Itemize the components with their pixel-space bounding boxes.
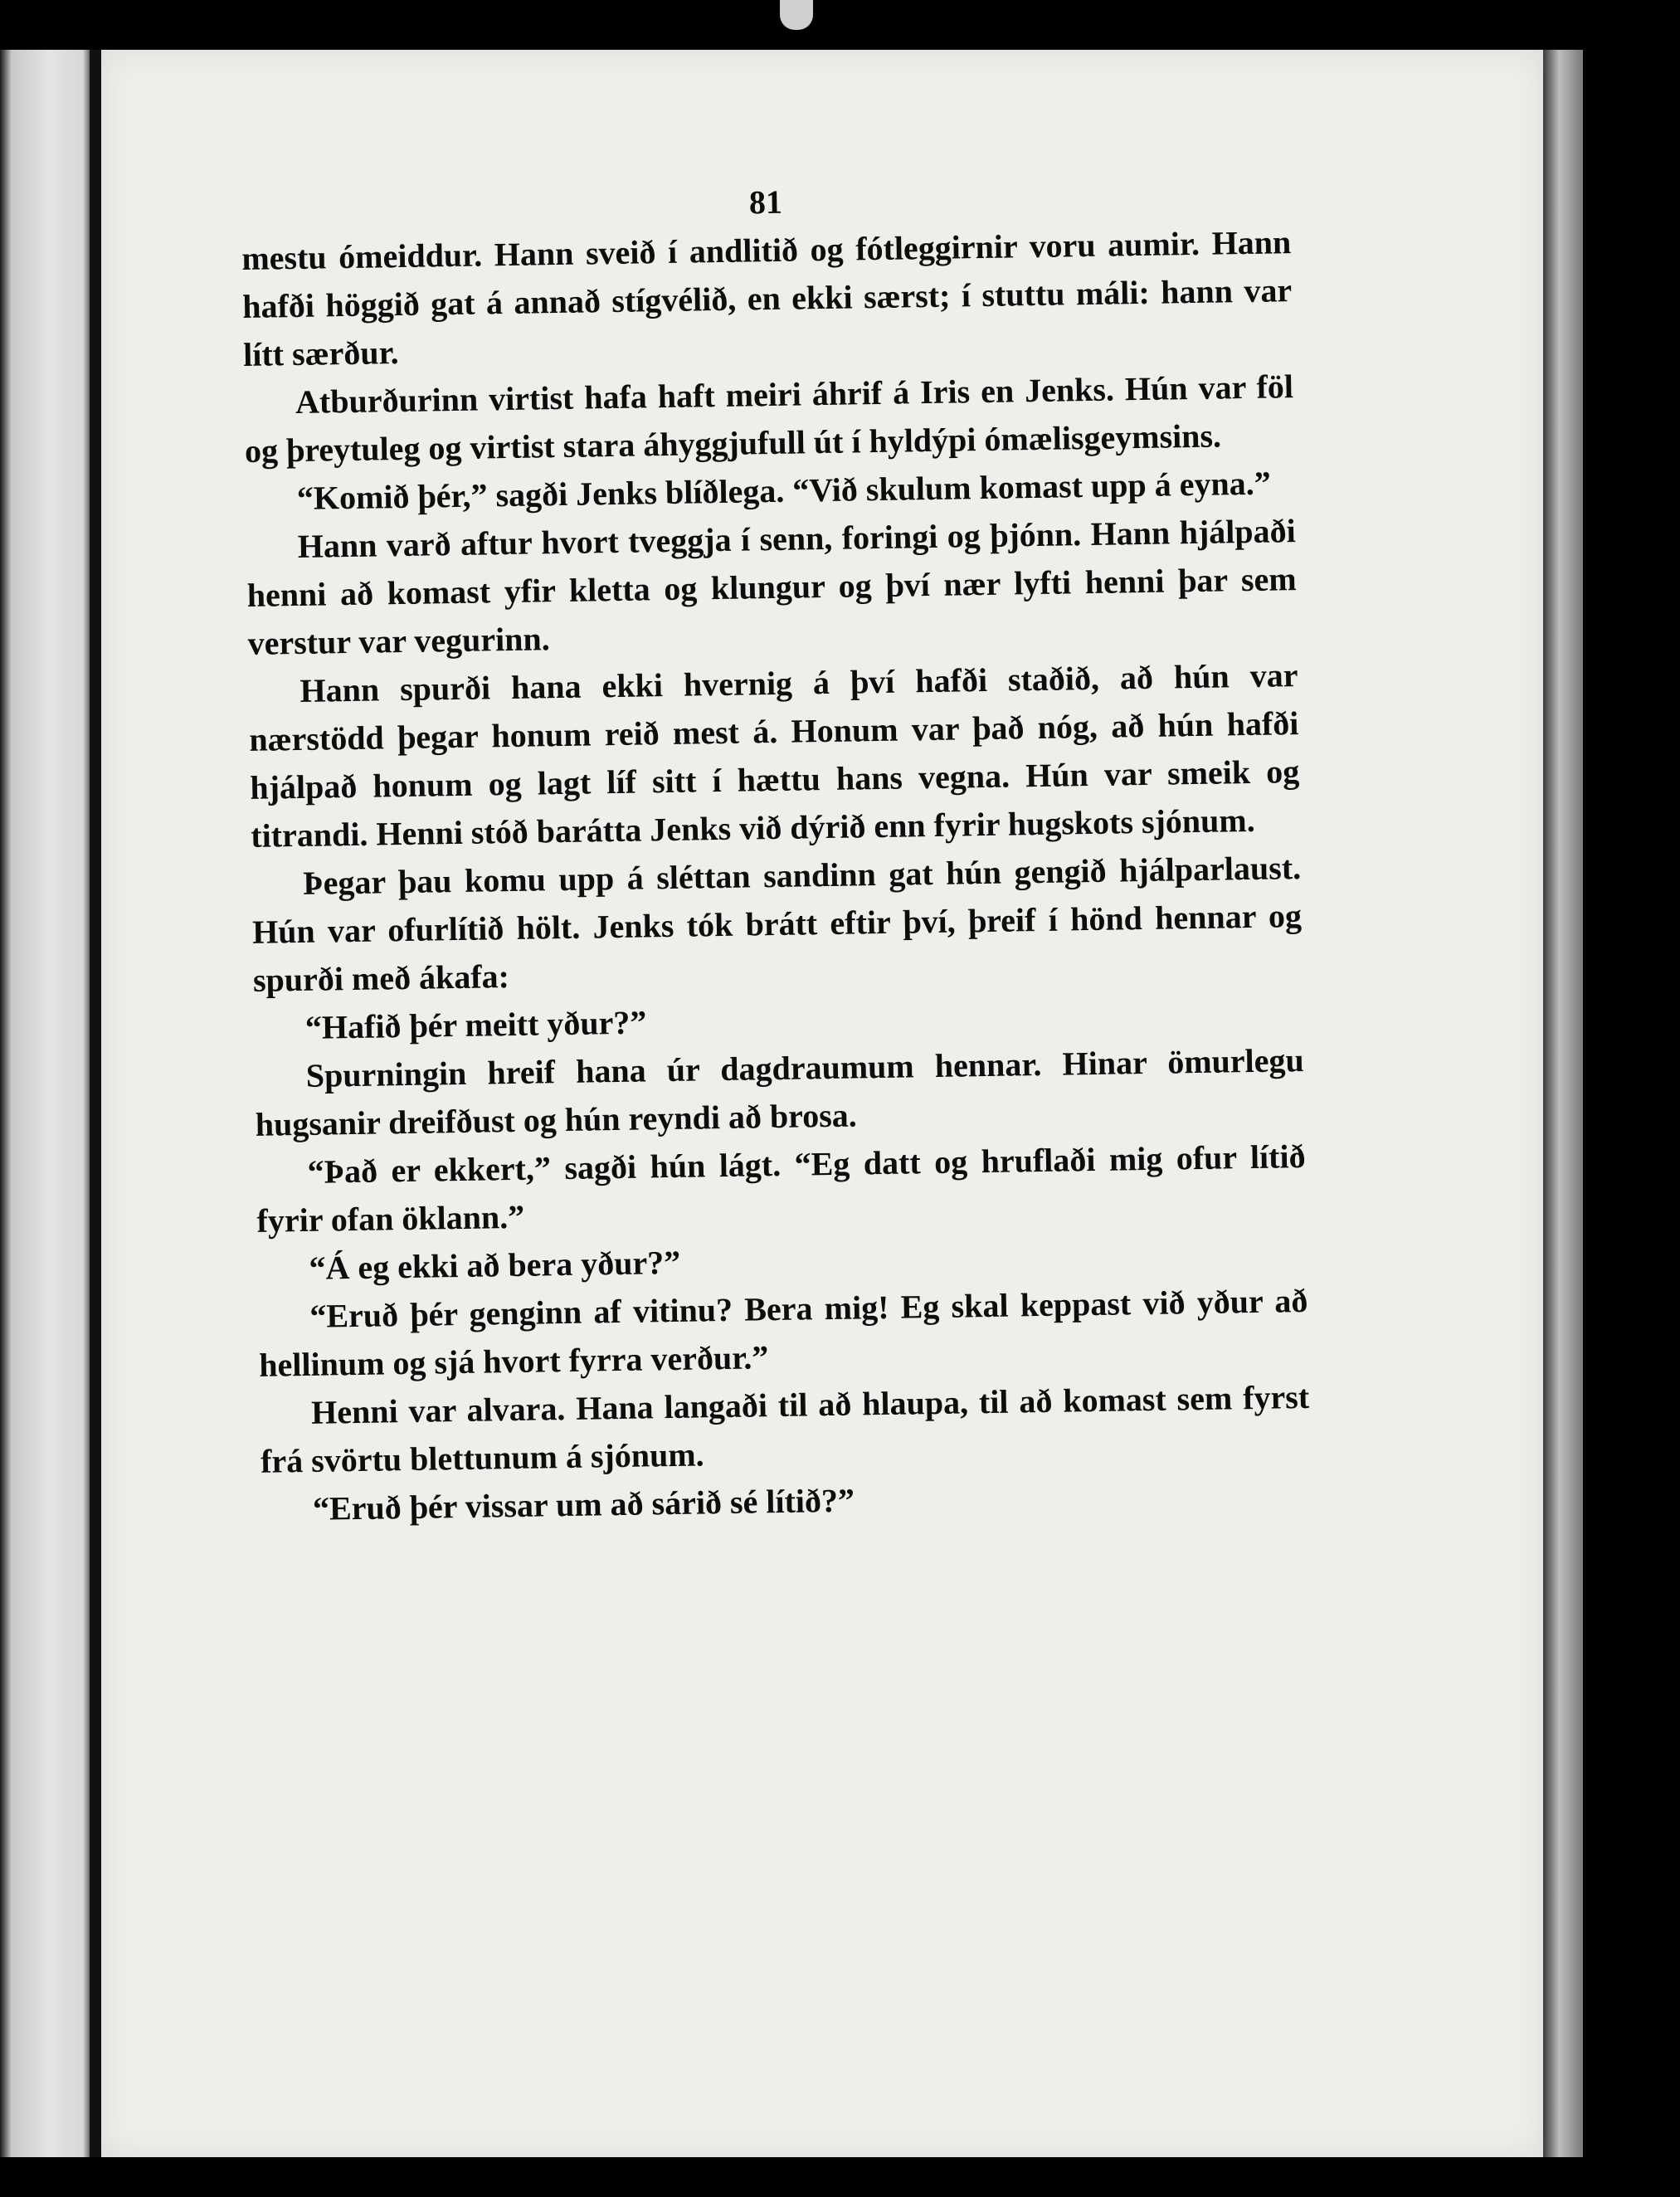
paragraph-9: “Það er ekkert,” sagði hún lágt. “Eg datt og hruflaði mig ofur lítið fyrir ofan öklann.”	[256, 1137, 1306, 1240]
paragraph-1: mestu ómeiddur. Hann sveið í andlitið og fótleggirnir voru aumir. Hann hafði höggið gat á annað stígvélið, en ekki særst; í stuttu máli: hann var lítt særður.	[241, 223, 1293, 373]
book-gutter	[90, 50, 101, 2157]
paragraph-5: Hann spurði hana ekki hvernig á því hafði staðið, að hún var nærstödd þegar honum reið mest á. Honum var það nóg, að hún hafði hjálpað honum og lagt líf sitt í hættu hans vegna. Hún var smeik og titrandi. Henni stóð barátta Jenks við dýrið enn fyrir hugskots sjónum.	[249, 656, 1300, 855]
paragraph-7: “Hafið þér meitt yður?”	[304, 1003, 647, 1046]
page-stack-edge	[1543, 50, 1583, 2157]
paragraph-8: Spurningin hreif hana úr dagdraumum hennar. Hinar ömurlegu hugsanir dreifðust og hún reyndi að brosa.	[255, 1041, 1305, 1143]
page-number: 81	[748, 183, 783, 222]
previous-page-edge	[0, 50, 90, 2157]
paragraph-2: Atburðurinn virtist hafa haft meiri áhrif á Iris en Jenks. Hún var föl og þreytuleg og virtist stara áhyggjufull út í hyldýpi ómælisgeymsins.	[244, 368, 1294, 470]
paragraph-3: “Komið þér,” sagði Jenks blíðlega. “Við skulum komast upp á eyna.”	[296, 464, 1272, 517]
paragraph-13: “Eruð þér vissar um að sárið sé lítið?”	[312, 1481, 855, 1527]
paragraph-4: Hann varð aftur hvort tveggja í senn, foringi og þjónn. Hann hjálpaði henni að komast yfir kletta og klungur og því nær lyfti henni þar sem verstur var vegurinn.	[246, 512, 1297, 662]
paragraph-6: Þegar þau komu upp á sléttan sandinn gat hún gengið hjálparlaust. Hún var ofurlítið hölt. Jenks tók brátt eftir því, þreif í hönd hennar og spurði með ákafa:	[251, 849, 1303, 999]
page-text-block	[241, 170, 1311, 1534]
scanner-clip	[780, 0, 813, 30]
paragraph-11: “Eruð þér genginn af vitinu? Bera mig! Eg skal keppast við yður að hellinum og sjá hvort fyrra verður.”	[258, 1281, 1308, 1384]
paragraph-10: “Á eg ekki að bera yður?”	[309, 1243, 681, 1287]
paragraph-12: Henni var alvara. Hana langaði til að hlaupa, til að komast sem fyrst frá svörtu blettunum á sjónum.	[260, 1377, 1310, 1480]
